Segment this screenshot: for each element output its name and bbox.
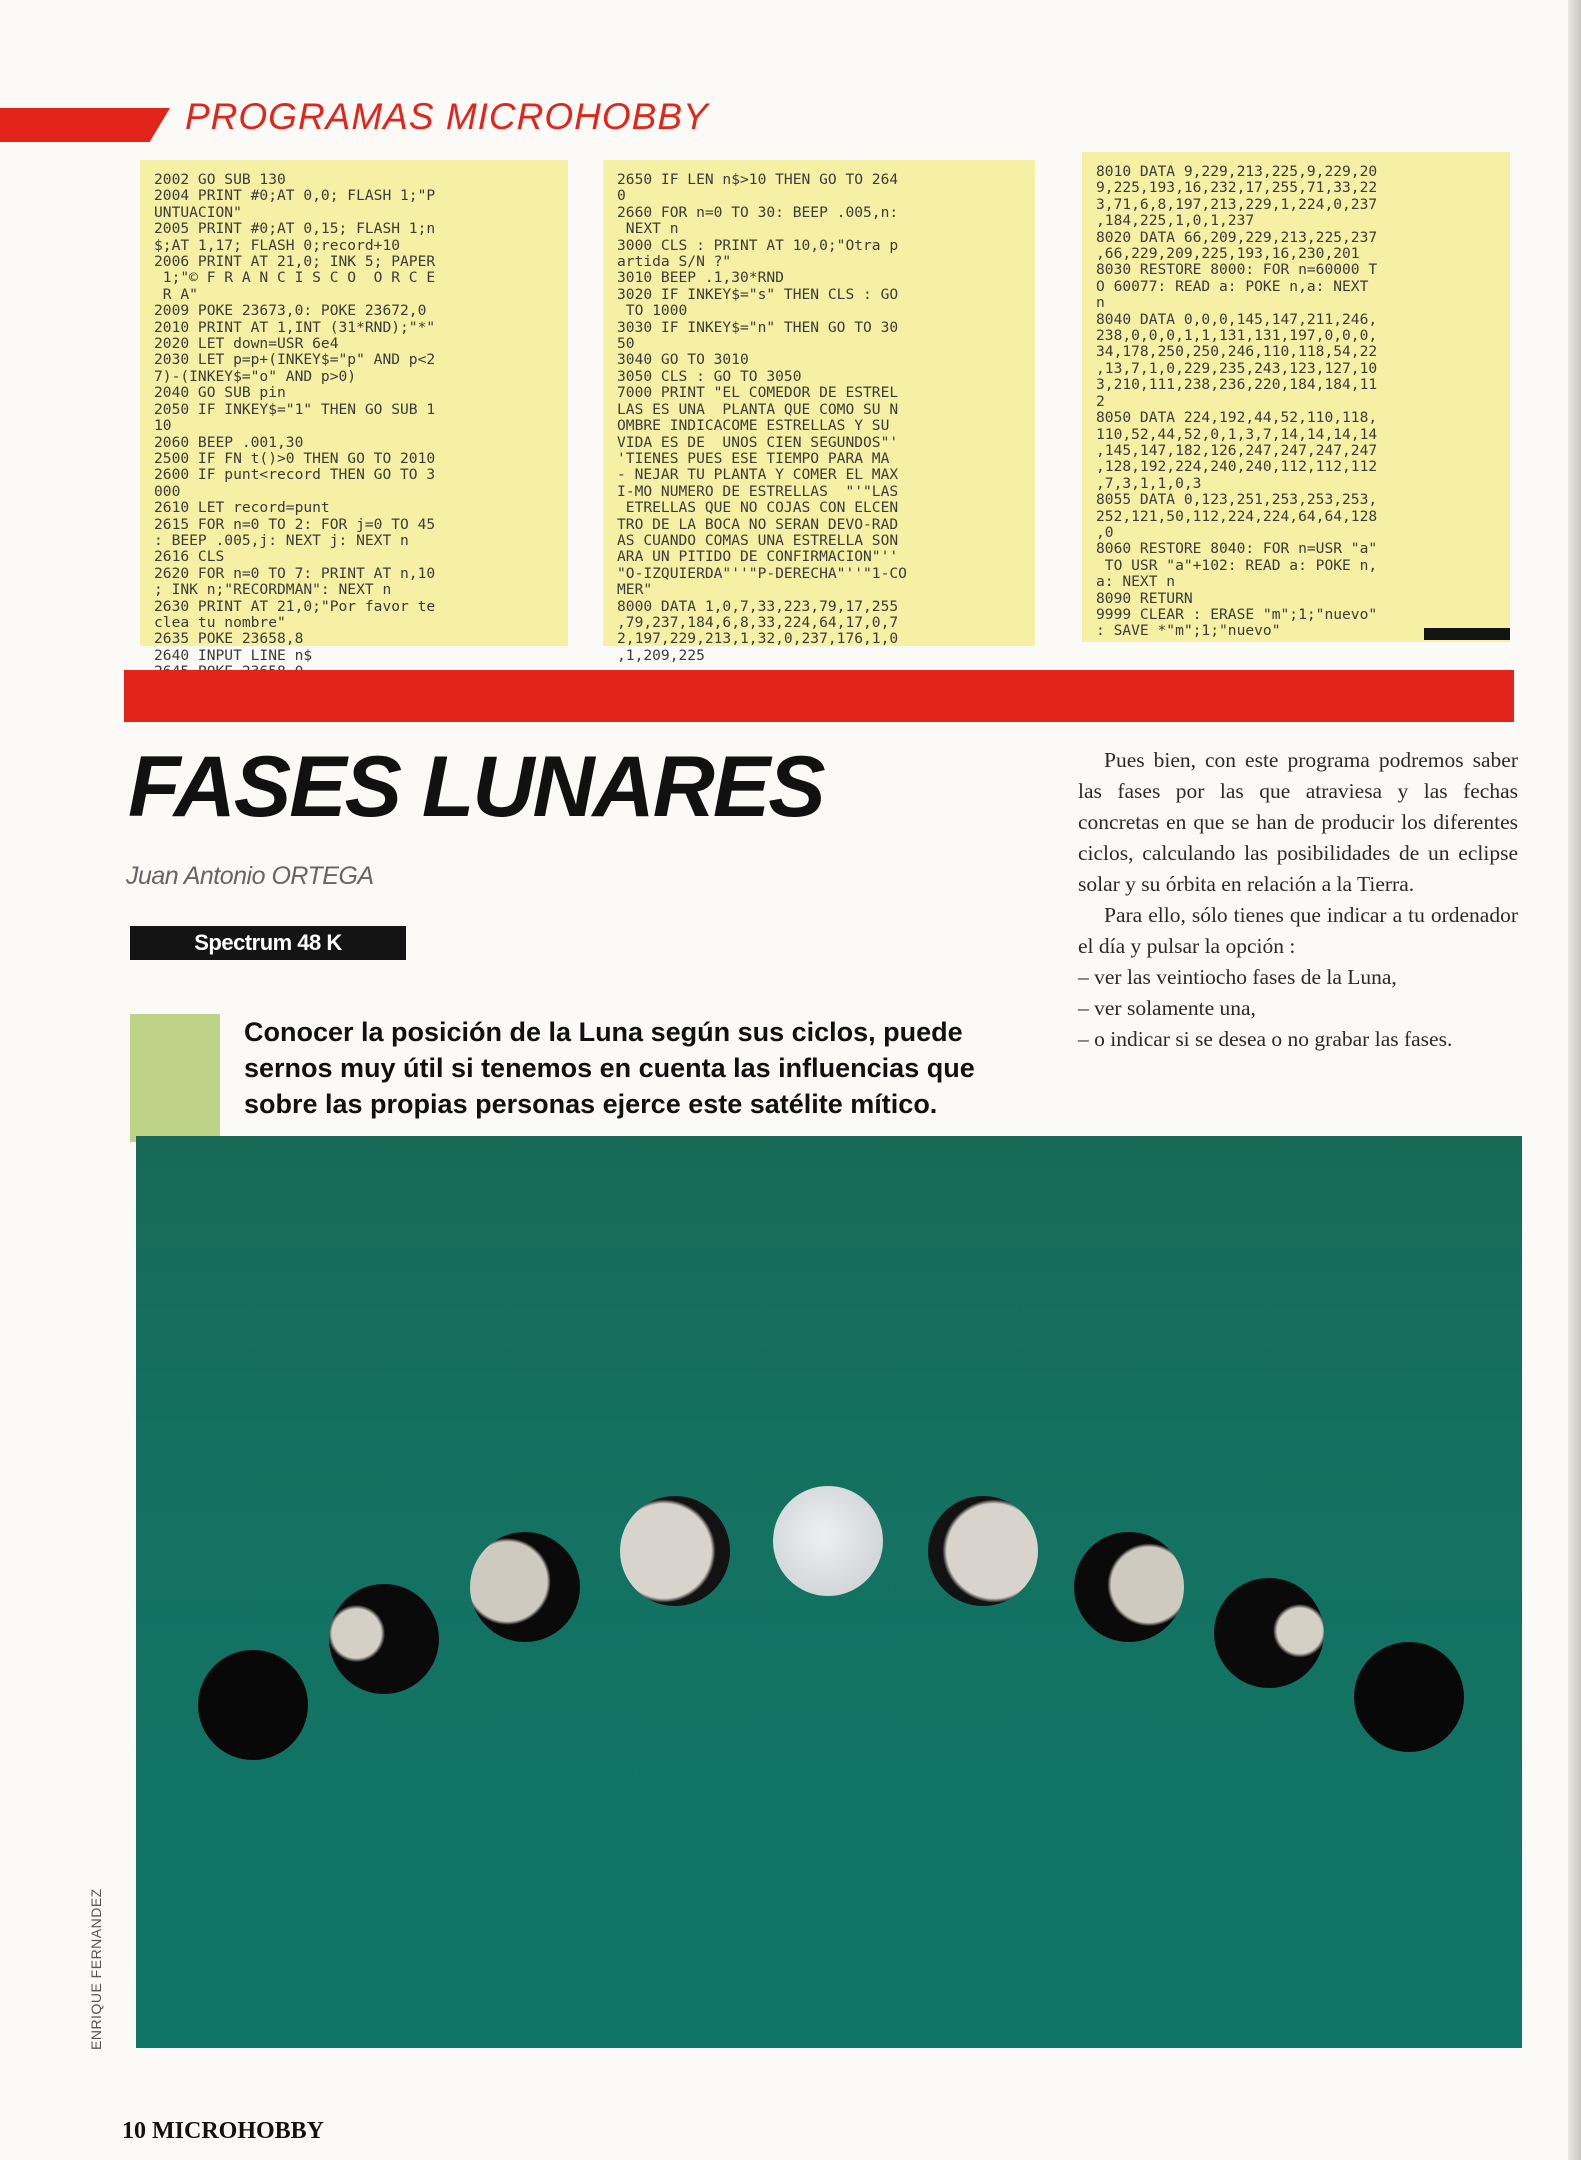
code-line: 34,178,250,250,246,110,118,54,22 [1096,343,1378,361]
code-line: ,128,192,224,240,240,112,112,112 [1096,458,1378,476]
code-line: LAS ES UNA PLANTA QUE COMO SU N [617,400,899,418]
code-line: 3,71,6,8,197,213,229,1,224,0,237 [1096,195,1378,213]
code-line: 3020 IF INKEY$="s" THEN CLS : GO [617,285,899,303]
code-line: ; INK n;"RECORDMAN": NEXT n [154,581,392,599]
code-line: 10 [154,417,172,435]
code-line: MER" [617,581,653,599]
moon-phase-icon [773,1486,883,1596]
code-line: 000 [154,482,181,500]
code-line: 3050 CLS : GO TO 3050 [617,367,802,385]
code-line: 8030 RESTORE 8000: FOR n=60000 T [1096,261,1378,279]
code-listing-3 [1082,152,1510,642]
code-line: NEXT n [617,220,679,238]
code-line: 0 [617,187,626,205]
code-line: O 60077: READ a: POKE n,a: NEXT [1096,277,1369,295]
code-line: ,0 [1096,523,1114,541]
code-line: 'TIENES PUES ESE TIEMPO PARA MA [617,449,890,467]
code-line: 2060 BEEP .001,30 [154,433,304,451]
code-line: OMBRE INDICACOME ESTRELLAS Y SU [617,417,890,435]
code-line: TO 1000 [617,302,688,320]
article-red-band [124,670,1514,722]
code-line: 2600 IF punt<record THEN GO TO 3 [154,466,436,484]
code-line: 2020 LET down=USR 6e4 [154,335,339,353]
moon-phase-icon [329,1584,439,1694]
code-line: VIDA ES DE UNOS CIEN SEGUNDOS"' [617,433,899,451]
header-red-bar [0,108,170,142]
code-line: AS CUANDO COMAS UNA ESTRELLA SON [617,531,899,549]
code-line: a: NEXT n [1096,573,1176,591]
option-item: – o indicar si se desea o no grabar las fases. [1078,1027,1453,1051]
moon-phase-icon [1214,1578,1324,1688]
code-line: 2616 CLS [154,548,225,566]
code-line: 2 [1096,392,1105,410]
code-line: 3,210,111,238,236,220,184,184,11 [1096,376,1378,394]
code-line: 7)-(INKEY$="o" AND p>0) [154,367,357,385]
code-line: 2005 PRINT #0;AT 0,15; FLASH 1;n [154,220,436,238]
code-line: 2040 GO SUB pin [154,384,286,402]
photo-credit: ENRIQUE FERNANDEZ [88,1888,104,2050]
moon-phase-icon [928,1496,1038,1606]
code-line: 9,225,193,16,232,17,255,71,33,22 [1096,179,1378,197]
code-line: 238,0,0,0,1,1,131,131,197,0,0,0, [1096,327,1378,345]
page-edge [1568,0,1581,2160]
code-line: ARA UN PITIDO DE CONFIRMACION"'' [617,548,899,566]
code-line: : BEEP .005,j: NEXT j: NEXT n [154,531,409,549]
body-paragraph-2: Para ello, sólo tienes que indicar a tu ordenador el día y pulsar la opción : [1078,903,1518,958]
code-line: 2,197,229,213,1,32,0,237,176,1,0 [617,630,899,648]
code-line: 3030 IF INKEY$="n" THEN GO TO 30 [617,318,899,336]
code-line: 2050 IF INKEY$="1" THEN GO SUB 1 [154,400,436,418]
code-line: ,79,237,184,6,8,33,224,64,17,0,7 [617,613,899,631]
code-line: 110,52,44,52,0,1,3,7,14,14,14,14 [1096,425,1378,443]
code-line: TRO DE LA BOCA NO SERAN DEVO-RAD [617,515,899,533]
option-item: – ver las veintiocho fases de la Luna, [1078,965,1397,989]
code-line: UNTUACION" [154,203,242,221]
code-line: artida S/N ?" [617,253,732,271]
code-line: 8090 RETURN [1096,589,1193,607]
code-line: 2620 FOR n=0 TO 7: PRINT AT n,10 [154,564,436,582]
code-listing-2 [603,160,1035,664]
code-line: "O-IZQUIERDA"''"P-DERECHA"''"1-CO [617,564,907,582]
moon-phase-icon [1354,1642,1464,1752]
code-line: 2010 PRINT AT 1,INT (31*RND);"*" [154,318,436,336]
code-line: ,145,147,182,126,247,247,247,247 [1096,441,1378,459]
option-item: – ver solamente una, [1078,996,1256,1020]
code-line: 8010 DATA 9,229,213,225,9,229,20 [1096,163,1378,180]
code-line: 2030 LET p=p+(INKEY$="p" AND p<2 [154,351,436,369]
moon-phases-photo [136,1136,1522,2048]
end-of-listing-mark [1424,628,1510,640]
code-line: 2660 FOR n=0 TO 30: BEEP .005,n: [617,203,899,221]
article-intro: Conocer la posición de la Luna según sus ciclos, puede sernos muy útil si tenemos en cuenta las influencias que sobre las propias personas ejerce este satélite mítico. [244,1017,975,1119]
code-line: I-MO NUMERO DE ESTRELLAS "'"LAS [617,482,899,500]
code-line: 7000 PRINT "EL COMEDOR DE ESTREL [617,384,899,402]
code-line: 2650 IF LEN n$>10 THEN GO TO 264 [617,171,899,188]
code-line: - NEJAR TU PLANTA Y COMER EL MAX [617,466,899,484]
code-line: 252,121,50,112,224,224,64,64,128 [1096,507,1378,525]
code-line: 2635 POKE 23658,8 [154,630,304,648]
code-line: 8050 DATA 224,192,44,52,110,118, [1096,409,1378,427]
code-line: ,1,209,225 [617,646,705,664]
article-title: FASES LUNARES [128,739,824,835]
article-author: Juan Antonio ORTEGA [126,862,374,890]
moon-phase-icon [470,1532,580,1642]
code-line: 8060 RESTORE 8040: FOR n=USR "a" [1096,540,1378,558]
code-line: ,7,3,1,1,0,3 [1096,474,1202,492]
code-line: R A" [154,285,198,303]
option-list [1078,962,1518,1055]
platform-badge: Spectrum 48 K [130,926,406,960]
code-line: 8000 DATA 1,0,7,33,223,79,17,255 [617,597,899,615]
code-line: 8040 DATA 0,0,0,145,147,211,246, [1096,310,1378,328]
moon-phase-icon [198,1650,308,1760]
code-line: 2006 PRINT AT 21,0; INK 5; PAPER [154,253,436,271]
section-title: PROGRAMAS MICROHOBBY [185,96,709,137]
code-line: n [1096,294,1105,312]
moon-phase-icon [620,1496,730,1606]
code-line: 3010 BEEP .1,30*RND [617,269,784,287]
intro-green-block [130,1014,220,1142]
code-line: 2640 INPUT LINE n$ [154,646,313,664]
code-line: 9999 CLEAR : ERASE "m";1;"nuevo" [1096,605,1378,623]
code-line: 2615 FOR n=0 TO 2: FOR j=0 TO 45 [154,515,436,533]
code-line: clea tu nombre" [154,613,286,631]
code-line: $;AT 1,17; FLASH 0;record+10 [154,236,401,254]
code-line: 1;"© F R A N C I S C O O R C E [154,269,436,287]
article-body [1078,745,1518,1055]
moon-phase-icon [1074,1532,1184,1642]
code-line: : SAVE *"m";1;"nuevo" [1096,622,1281,640]
body-paragraph-1: Pues bien, con este programa podremos saber las fases por las que atraviesa y las fechas concretas en que se han de producir los diferentes ciclos, calculando las posibilidades de un eclipse solar y su órbita en relación a la Tierra. [1078,748,1518,896]
code-line: 3040 GO TO 3010 [617,351,749,369]
code-line: 3000 CLS : PRINT AT 10,0;"Otra p [617,236,899,254]
code-line: ,66,229,209,225,193,16,230,201 [1096,245,1360,263]
page-footer: 10 MICROHOBBY [122,2118,325,2144]
code-line: 2004 PRINT #0;AT 0,0; FLASH 1;"P [154,187,436,205]
code-line: 2500 IF FN t()>0 THEN GO TO 2010 [154,449,436,467]
code-line: 2630 PRINT AT 21,0;"Por favor te [154,597,436,615]
code-line: ,13,7,1,0,229,235,243,123,127,10 [1096,359,1378,377]
code-line: 50 [617,335,635,353]
code-line: ,184,225,1,0,1,237 [1096,212,1255,230]
code-line: 2002 GO SUB 130 [154,171,286,188]
code-line: TO USR "a"+102: READ a: POKE n, [1096,556,1378,574]
code-line: 2610 LET record=punt [154,499,330,517]
code-line: 2009 POKE 23673,0: POKE 23672,0 [154,302,427,320]
code-listing-1 [140,160,568,664]
code-line: ETRELLAS QUE NO COJAS CON ELCEN [617,499,899,517]
code-line: 8020 DATA 66,209,229,213,225,237 [1096,228,1378,246]
code-line: 8055 DATA 0,123,251,253,253,253, [1096,491,1378,509]
